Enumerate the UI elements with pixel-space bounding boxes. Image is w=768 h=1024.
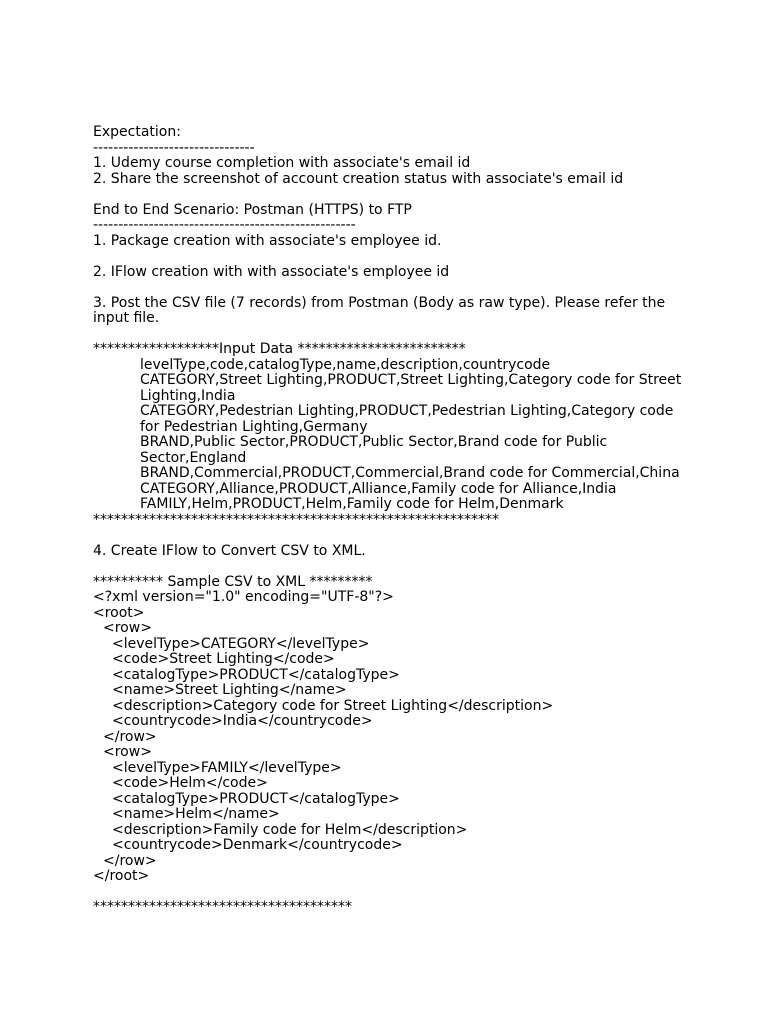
spacer bbox=[93, 885, 683, 901]
expectation-rule: -------------------------------- bbox=[93, 139, 255, 156]
input-data-row: BRAND,Public Sector,PRODUCT,Public Sector,Brand code for Public Sector,England bbox=[140, 434, 608, 466]
input-data-row: CATEGORY,Alliance,PRODUCT,Alliance,Family code for Alliance,India bbox=[140, 480, 617, 497]
xml-declaration: <?xml version="1.0" encoding="UTF-8"?> bbox=[93, 589, 394, 605]
sample-header: ********** Sample CSV to XML ********* bbox=[93, 573, 373, 590]
xml-row-open: <row> bbox=[103, 620, 152, 636]
input-data-header: ******************Input Data ************************ bbox=[93, 341, 466, 357]
spacer bbox=[93, 327, 683, 343]
document-page bbox=[93, 125, 683, 916]
xml-field: <countrycode>Denmark</countrycode> bbox=[112, 837, 403, 853]
xml-field: <levelType>FAMILY</levelType> bbox=[112, 759, 342, 776]
input-data-row: BRAND,Commercial,PRODUCT,Commercial,Brand code for Commercial,China bbox=[140, 465, 680, 481]
xml-field: <description>Family code for Helm</description> bbox=[112, 821, 468, 838]
scenario-step-3: 3. Post the CSV file (7 records) from Postman (Body as raw type). Please refer the input file. bbox=[93, 294, 666, 326]
xml-row-close: </row> bbox=[103, 728, 157, 745]
xml-field: <countrycode>India</countrycode> bbox=[112, 713, 373, 729]
xml-row-close: </row> bbox=[103, 852, 157, 869]
xml-field: <name>Street Lighting</name> bbox=[112, 682, 347, 698]
xml-field: <code>Street Lighting</code> bbox=[112, 651, 335, 667]
input-data-row: CATEGORY,Street Lighting,PRODUCT,Street Lighting,Category code for Street Lighting,India bbox=[140, 372, 682, 404]
sample-footer: ************************************* bbox=[93, 899, 352, 915]
expectation-item-1: 1. Udemy course completion with associate's email id bbox=[93, 155, 471, 171]
scenario-rule: ---------------------------------------------------- bbox=[93, 217, 356, 233]
spacer bbox=[93, 249, 683, 265]
spacer bbox=[93, 187, 683, 203]
expectation-title: Expectation: bbox=[93, 124, 181, 140]
xml-root-close: </root> bbox=[93, 868, 150, 884]
xml-field: <description>Category code for Street Lighting</description> bbox=[112, 697, 554, 714]
spacer bbox=[93, 528, 683, 544]
xml-field: <catalogType>PRODUCT</catalogType> bbox=[112, 666, 400, 683]
spacer bbox=[93, 280, 683, 296]
step-4: 4. Create IFlow to Convert CSV to XML. bbox=[93, 542, 366, 559]
input-data-row: FAMILY,Helm,PRODUCT,Helm,Family code for Helm,Denmark bbox=[140, 496, 564, 512]
spacer bbox=[93, 559, 683, 575]
expectation-item-2: 2. Share the screenshot of account creation status with associate's email id bbox=[93, 170, 624, 187]
input-data-row: levelType,code,catalogType,name,description,countrycode bbox=[140, 356, 551, 373]
xml-row-open: <row> bbox=[103, 744, 152, 760]
input-data-row: CATEGORY,Pedestrian Lighting,PRODUCT,Pedestrian Lighting,Category code for Pedestrian Lighting,Germany bbox=[140, 403, 674, 435]
scenario-step-2: 2. IFlow creation with with associate's employee id bbox=[93, 263, 450, 280]
input-data-footer: ********************************************************** bbox=[93, 511, 499, 528]
xml-field: <code>Helm</code> bbox=[112, 775, 268, 791]
scenario-step-1: 1. Package creation with associate's employee id. bbox=[93, 232, 442, 249]
scenario-title: End to End Scenario: Postman (HTTPS) to FTP bbox=[93, 201, 412, 218]
xml-field: <levelType>CATEGORY</levelType> bbox=[112, 635, 370, 652]
xml-field: <catalogType>PRODUCT</catalogType> bbox=[112, 790, 400, 807]
xml-field: <name>Helm</name> bbox=[112, 806, 280, 822]
xml-root-open: <root> bbox=[93, 604, 145, 621]
